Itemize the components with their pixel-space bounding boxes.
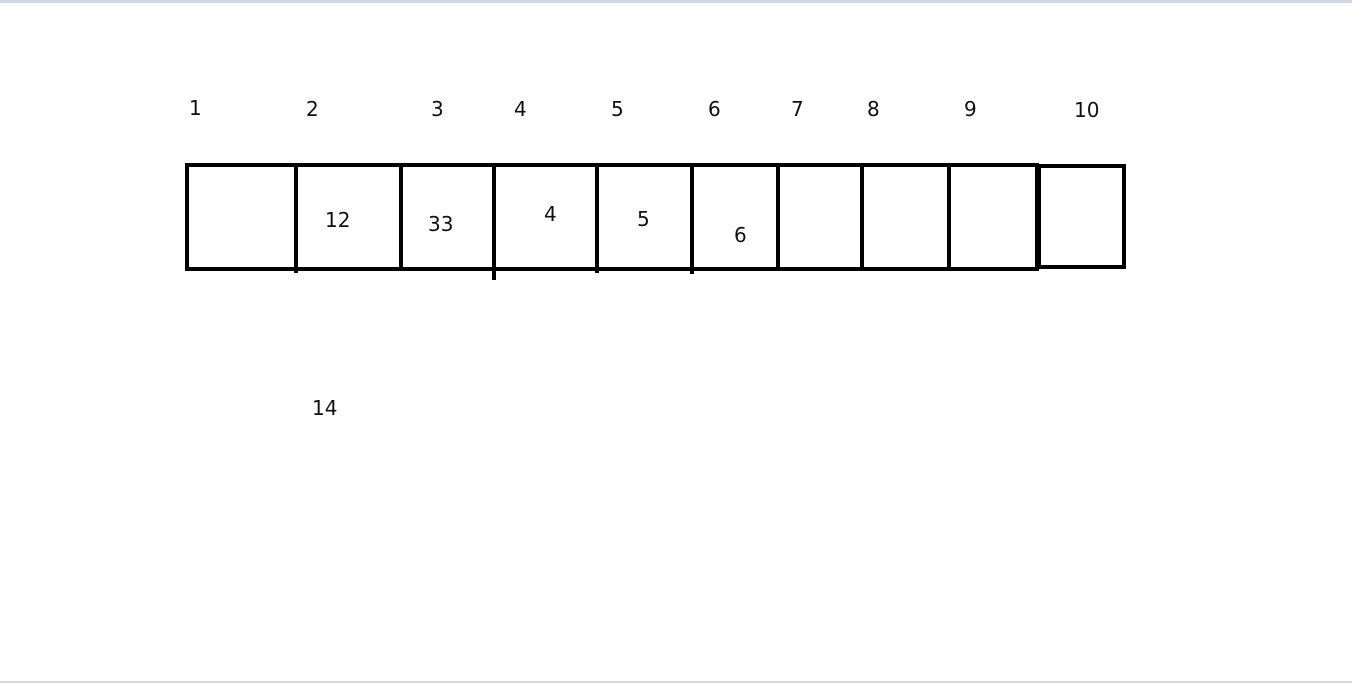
index-label-6: 6 [708, 97, 721, 121]
cell-divider [294, 163, 298, 273]
cell-divider [776, 163, 780, 271]
extra-value: 14 [312, 396, 338, 420]
index-label-1: 1 [189, 96, 202, 120]
array-cell-10 [1037, 164, 1126, 269]
cell-divider [690, 163, 694, 274]
cell-value-4: 4 [544, 202, 557, 226]
cell-divider [860, 163, 864, 271]
index-label-10: 10 [1074, 98, 1100, 122]
index-label-9: 9 [964, 97, 977, 121]
cell-value-6: 6 [734, 223, 747, 247]
cell-value-2: 12 [325, 208, 351, 232]
index-label-3: 3 [431, 97, 444, 121]
cell-divider [492, 163, 496, 280]
index-label-5: 5 [611, 97, 624, 121]
cell-value-5: 5 [637, 207, 650, 231]
index-label-2: 2 [306, 97, 319, 121]
cell-value-3: 33 [428, 212, 454, 236]
cell-divider [399, 163, 403, 271]
index-label-7: 7 [791, 97, 804, 121]
top-window-edge [0, 0, 1352, 3]
index-label-4: 4 [514, 97, 527, 121]
cell-divider [595, 163, 599, 273]
array-frame [185, 163, 1039, 271]
cell-divider [947, 163, 951, 271]
index-label-8: 8 [867, 97, 880, 121]
